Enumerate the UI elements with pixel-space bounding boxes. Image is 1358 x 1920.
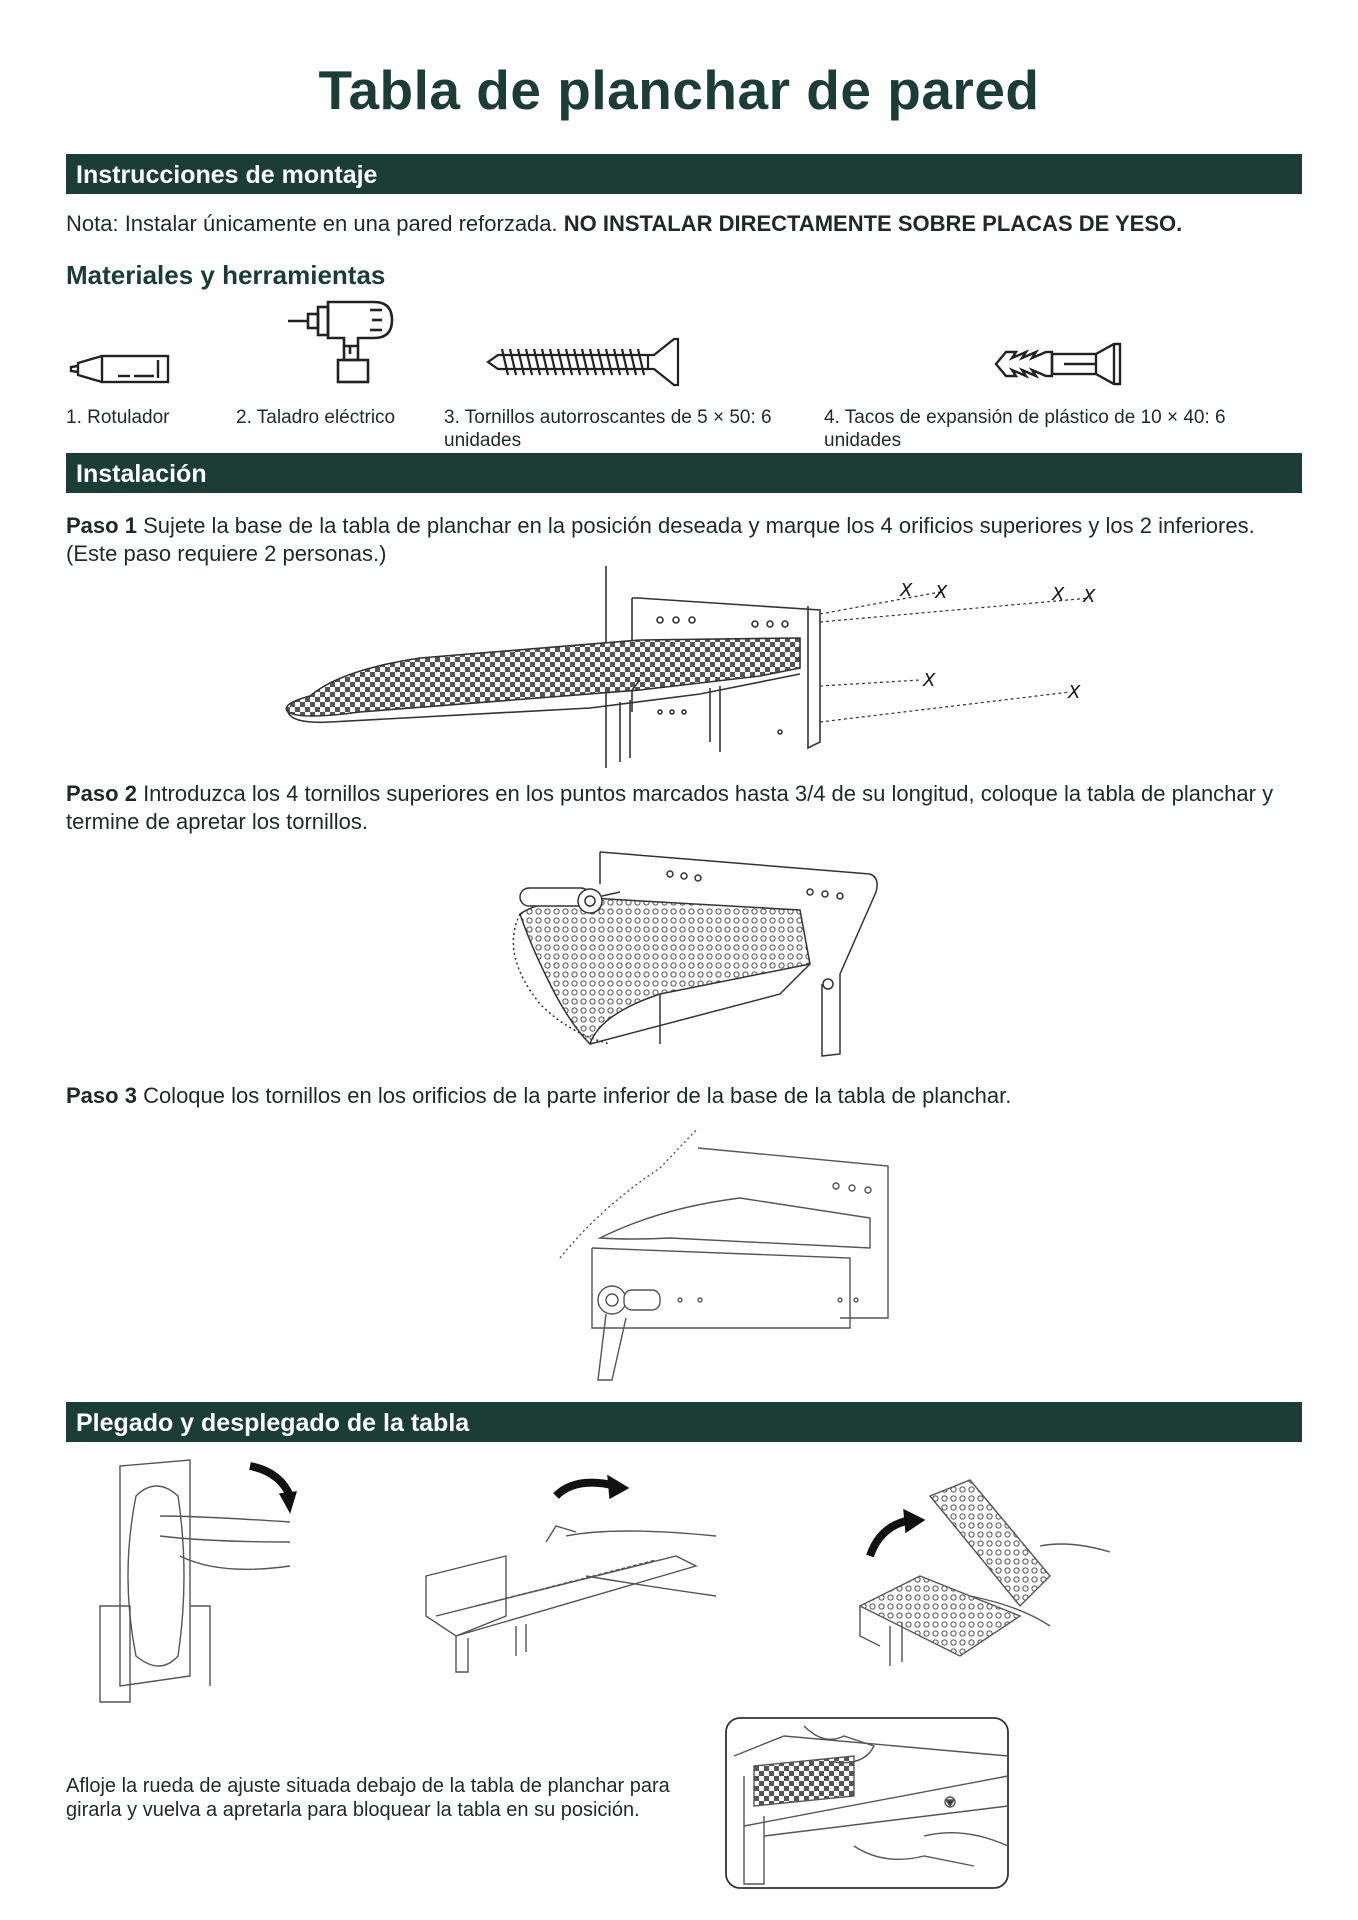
hole-mark: X: [935, 582, 948, 603]
screw-thread: [574, 349, 580, 375]
folding-illustration-3: [850, 1476, 1112, 1676]
step-2-illustration: [480, 844, 880, 1066]
step-2-label: Paso 2: [66, 781, 137, 806]
hole-mark: X: [900, 580, 913, 601]
screw-thread: [582, 349, 588, 375]
screw-thread: [534, 349, 540, 375]
folding-note: Afloje la rueda de ajuste situada debajo de la tabla de planchar para girarla y vuelva a apretarla para bloquear la tabla en su posición.: [66, 1775, 670, 1821]
adjustment-wheel-illustration: [724, 1716, 1010, 1890]
section-header-assembly: Instrucciones de montaje: [66, 154, 1302, 194]
screw-thread: [526, 349, 532, 375]
screw-thread: [550, 349, 556, 375]
hole-mark: X: [1068, 682, 1081, 703]
wall-plug-icon: [992, 338, 1132, 390]
material-label-4: 4. Tacos de expansión de plástico de 10 × 40: 6 unidades: [824, 407, 1226, 451]
section-header-folding: Plegado y desplegado de la tabla: [66, 1402, 1302, 1442]
step-3-text: Paso 3 Coloque los tornillos en los orificios de la parte inferior de la base de la tabla de planchar.: [66, 1083, 1012, 1108]
marker-icon: [68, 348, 174, 390]
materials-heading: Materiales y herramientas: [66, 260, 386, 290]
step-3-label: Paso 3: [66, 1083, 137, 1108]
hole-mark: X: [1083, 586, 1096, 607]
screw-thread: [630, 349, 636, 375]
step-2-text: Paso 2 Introduzca los 4 tornillos superiores en los puntos marcados hasta 3/4 de su longitud, coloque la tabla de planchar y termine de apretar los tornillos.: [66, 781, 1274, 834]
drill-icon: [284, 296, 398, 388]
step-1-label: Paso 1: [66, 513, 137, 538]
hole-mark: X: [923, 670, 936, 691]
screw-thread: [566, 349, 572, 375]
screw-thread: [590, 349, 596, 375]
material-label-2: 2. Taladro eléctrico: [236, 407, 396, 428]
folding-illustration-1: [90, 1456, 300, 1706]
screw-thread: [614, 349, 620, 375]
step-3-illustration: [540, 1128, 900, 1384]
screw-thread: [502, 349, 508, 375]
screw-thread: [606, 349, 612, 375]
hole-mark: X: [1052, 584, 1065, 605]
screw-thread: [510, 349, 516, 375]
section-header-installation: Instalación: [66, 453, 1302, 493]
screw-icon: [484, 335, 684, 389]
material-label-1: 1. Rotulador: [66, 407, 170, 428]
note-warning: NO INSTALAR DIRECTAMENTE SOBRE PLACAS DE YESO.: [563, 211, 1183, 236]
screw-thread: [518, 349, 524, 375]
screw-thread: [542, 349, 548, 375]
page-title: Tabla de planchar de pared: [318, 59, 1040, 121]
screw-thread: [598, 349, 604, 375]
screw-thread: [622, 349, 628, 375]
note-prefix: Nota: Instalar únicamente en una pared reforzada.: [66, 211, 558, 236]
material-label-3: 3. Tornillos autorroscantes de 5 × 50: 6 unidades: [444, 407, 772, 451]
screw-thread: [558, 349, 564, 375]
step-1-illustration: [280, 562, 1100, 772]
folding-illustration-2: [416, 1466, 728, 1676]
installation-note: [66, 210, 1306, 238]
screw-thread: [638, 349, 644, 375]
step-1-text: Paso 1 Sujete la base de la tabla de planchar en la posición deseada y marque los 4 orificios superiores y los 2 inferiores. (Este paso requiere 2 personas.): [66, 513, 1255, 566]
